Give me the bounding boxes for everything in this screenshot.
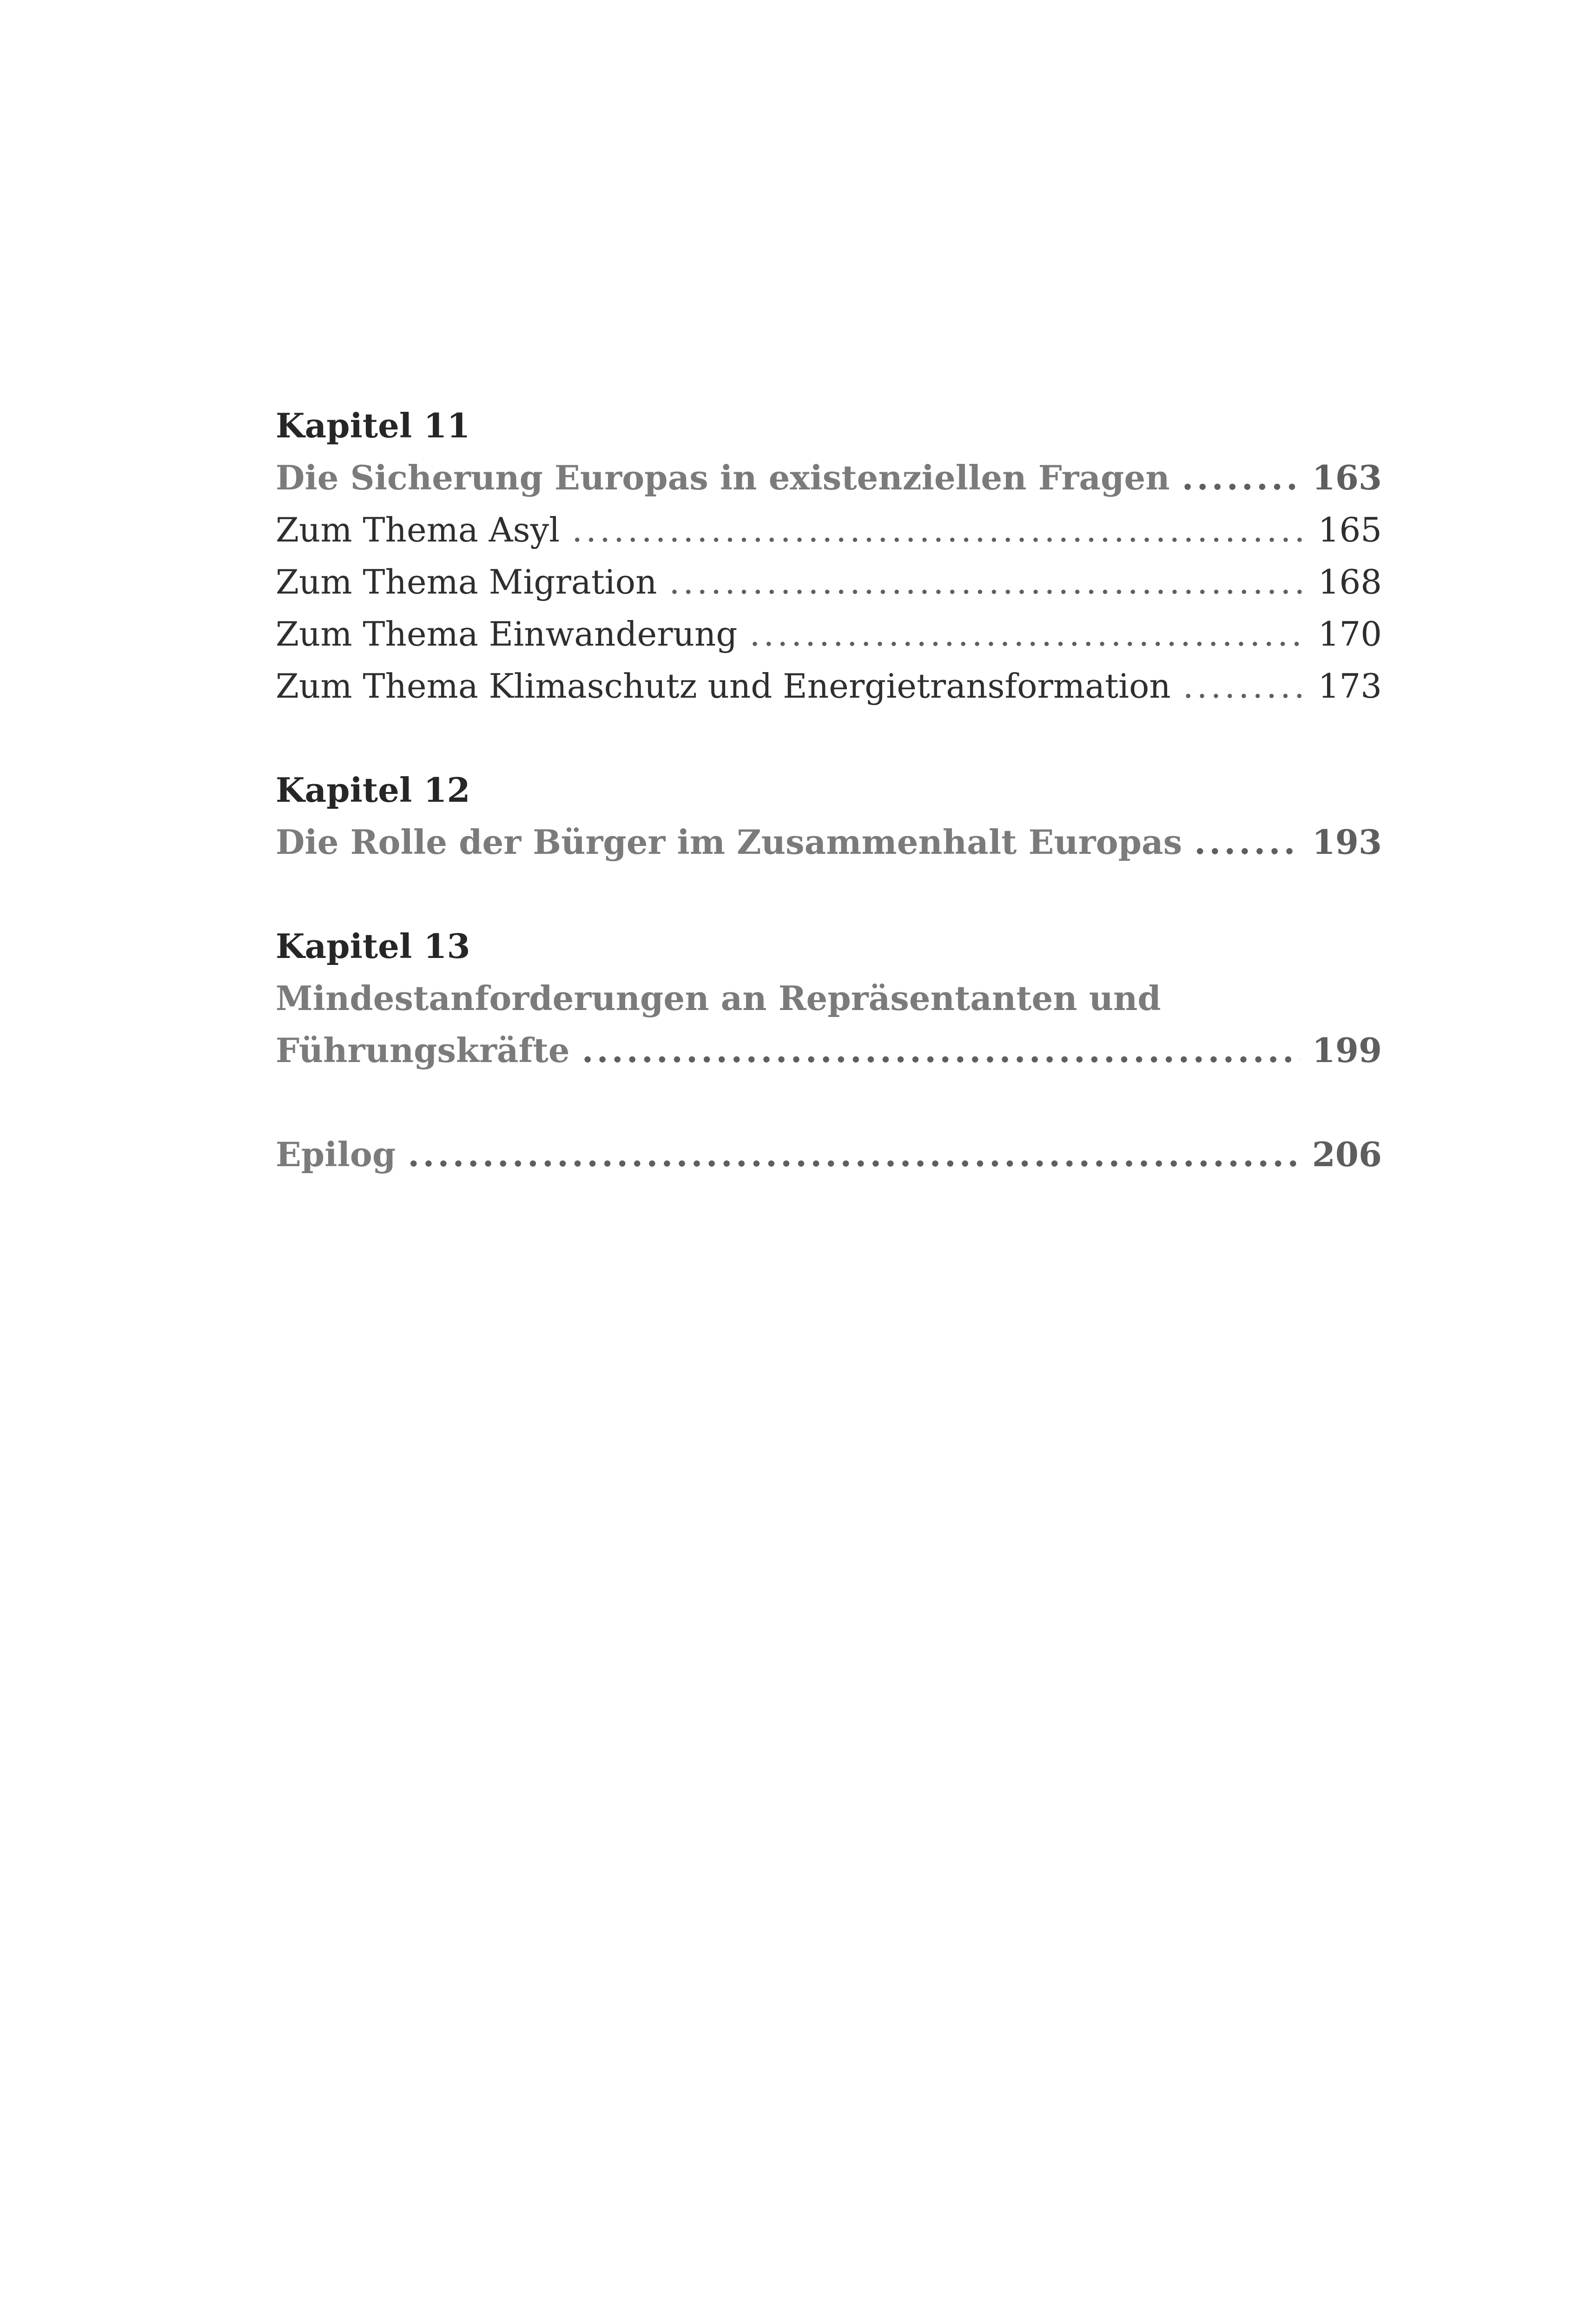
dot-leader <box>749 608 1306 660</box>
epilog-page: 206 <box>1312 1135 1382 1174</box>
dot-leader <box>1182 452 1300 504</box>
section-title: Zum Thema Einwanderung <box>276 614 738 654</box>
section-page: 173 <box>1318 667 1382 706</box>
section-title: Zum Thema Asyl <box>276 510 560 549</box>
toc-entry-asyl[interactable] <box>276 504 1382 556</box>
toc-entry-chapter-13[interactable] <box>276 1024 1382 1076</box>
chapter-12-title: Die Rolle der Bürger im Zusammenhalt Europas <box>276 822 1182 862</box>
chapter-13-label: Kapitel 13 <box>276 926 470 966</box>
toc-entry-chapter-11[interactable] <box>276 452 1382 504</box>
table-of-contents <box>276 400 1382 1181</box>
chapter-12-label: Kapitel 12 <box>276 770 470 810</box>
spacer <box>276 1076 1382 1129</box>
dot-leader <box>572 504 1306 556</box>
section-title: Zum Thema Klimaschutz und Energietransformation <box>276 667 1171 706</box>
chapter-13-title-line-2: Führungskräfte <box>276 1030 570 1070</box>
epilog-title: Epilog <box>276 1135 396 1174</box>
chapter-11-label: Kapitel 11 <box>276 406 470 445</box>
dot-leader <box>669 556 1306 608</box>
dot-leader <box>1183 660 1306 712</box>
toc-entry-einwanderung[interactable] <box>276 608 1382 660</box>
section-page: 168 <box>1318 562 1382 601</box>
toc-entry-klimaschutz[interactable] <box>276 660 1382 712</box>
dot-leader <box>1194 816 1300 868</box>
chapter-12-page: 193 <box>1312 822 1382 862</box>
section-page: 170 <box>1318 614 1382 654</box>
spacer <box>276 868 1382 920</box>
toc-entry-chapter-12[interactable] <box>276 816 1382 868</box>
toc-entry-migration[interactable] <box>276 556 1382 608</box>
toc-entry-epilog[interactable] <box>276 1129 1382 1181</box>
spacer <box>276 712 1382 764</box>
dot-leader <box>408 1129 1300 1181</box>
chapter-11-page: 163 <box>1312 458 1382 497</box>
chapter-11-title: Die Sicherung Europas in existenziellen Fragen <box>276 458 1170 497</box>
dot-leader <box>582 1024 1300 1076</box>
section-page: 165 <box>1318 510 1382 549</box>
chapter-13-page: 199 <box>1312 1030 1382 1070</box>
chapter-13-title-line-1[interactable]: Mindestanforderungen an Repräsentanten und <box>276 978 1161 1018</box>
section-title: Zum Thema Migration <box>276 562 657 601</box>
